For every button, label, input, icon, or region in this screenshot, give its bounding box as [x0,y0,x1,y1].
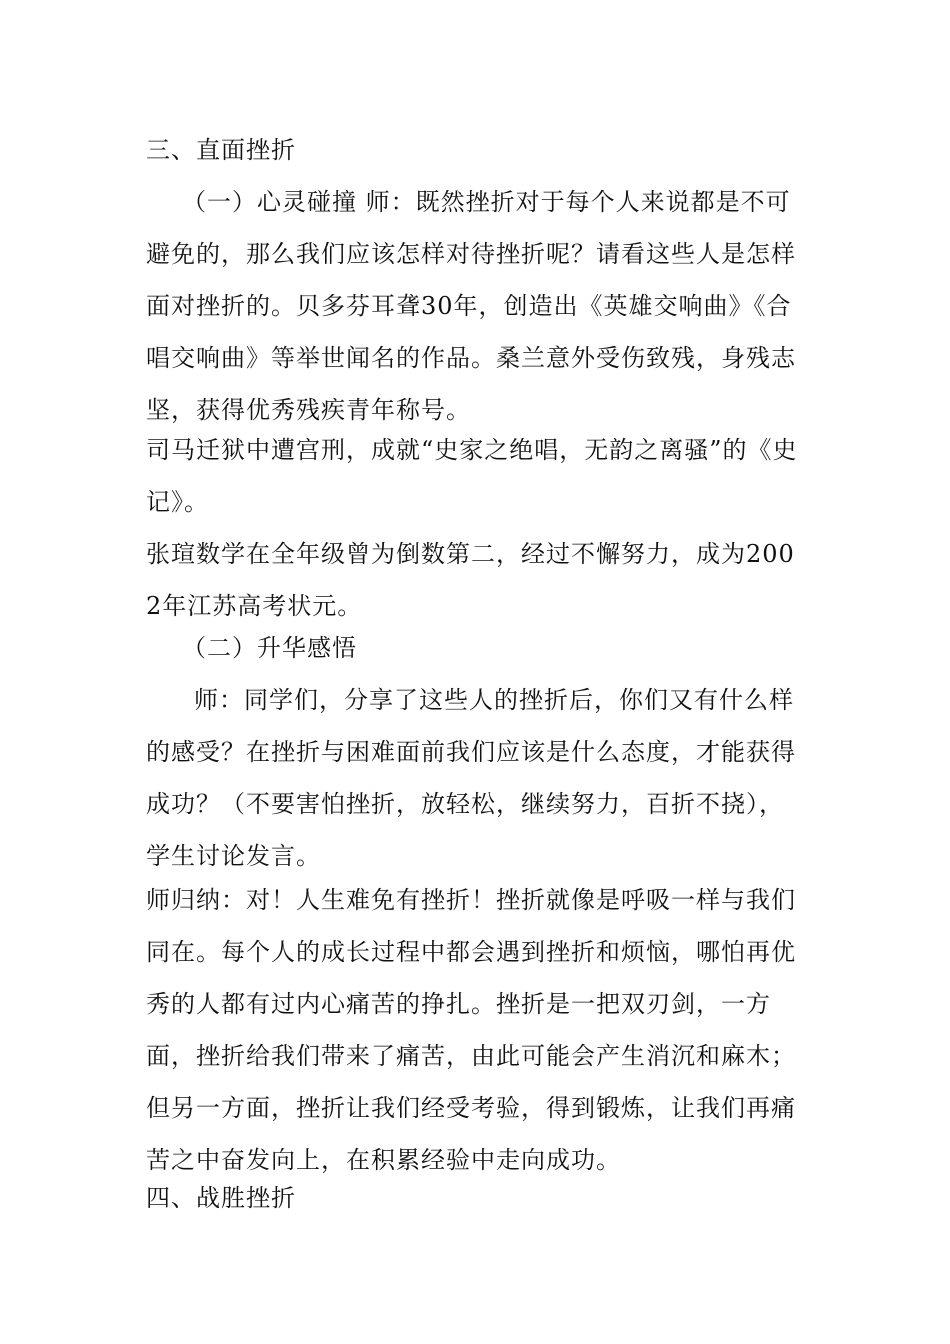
section-1-paragraph: （一）心灵碰撞 师：既然挫折对于每个人来说都是不可避免的，那么我们应该怎样对待挫折呢？请看这些人是怎样面对挫折的。贝多芬耳聋30年，创造出《英雄交响曲》《合唱交响曲》等举世闻名的作品。桑兰意外受伤致残，身残志坚，获得优秀残疾青年称号。 [146,188,796,424]
paragraph-sima-qian: 司马迁狱中遭宫刑，成就“史家之绝唱，无韵之离骚”的《史记》。 [146,436,798,516]
section-2-paragraph: 师：同学们，分享了这些人的挫折后，你们又有什么样的感受？在挫折与困难面前我们应该是什么态度，才能获得成功？（不要害怕挫折，放轻松，继续努力，百折不挠），学生讨论发言。 [146,686,796,870]
heading-4: 四、战胜挫折 [146,1184,296,1212]
section-2-heading: （二）升华感悟 [182,634,357,662]
paragraph-zhang-xuan: 张瑄数学在全年级曾为倒数第二，经过不懈努力，成为2002年江苏高考状元。 [146,540,795,620]
heading-3: 三、直面挫折 [146,136,296,164]
summary-paragraph: 师归纳：对！人生难免有挫折！挫折就像是呼吸一样与我们同在。每个人的成长过程中都会遇到挫折和烦恼，哪怕再优秀的人都有过内心痛苦的挣扎。挫折是一把双刃剑，一方面，挫折给我们带来了痛苦，由此可能会产生消沉和麻木；但另一方面，挫折让我们经受考验，得到锻炼，让我们再痛苦之中奋发向上，在积累经验中走向成功。 [146,886,796,1174]
